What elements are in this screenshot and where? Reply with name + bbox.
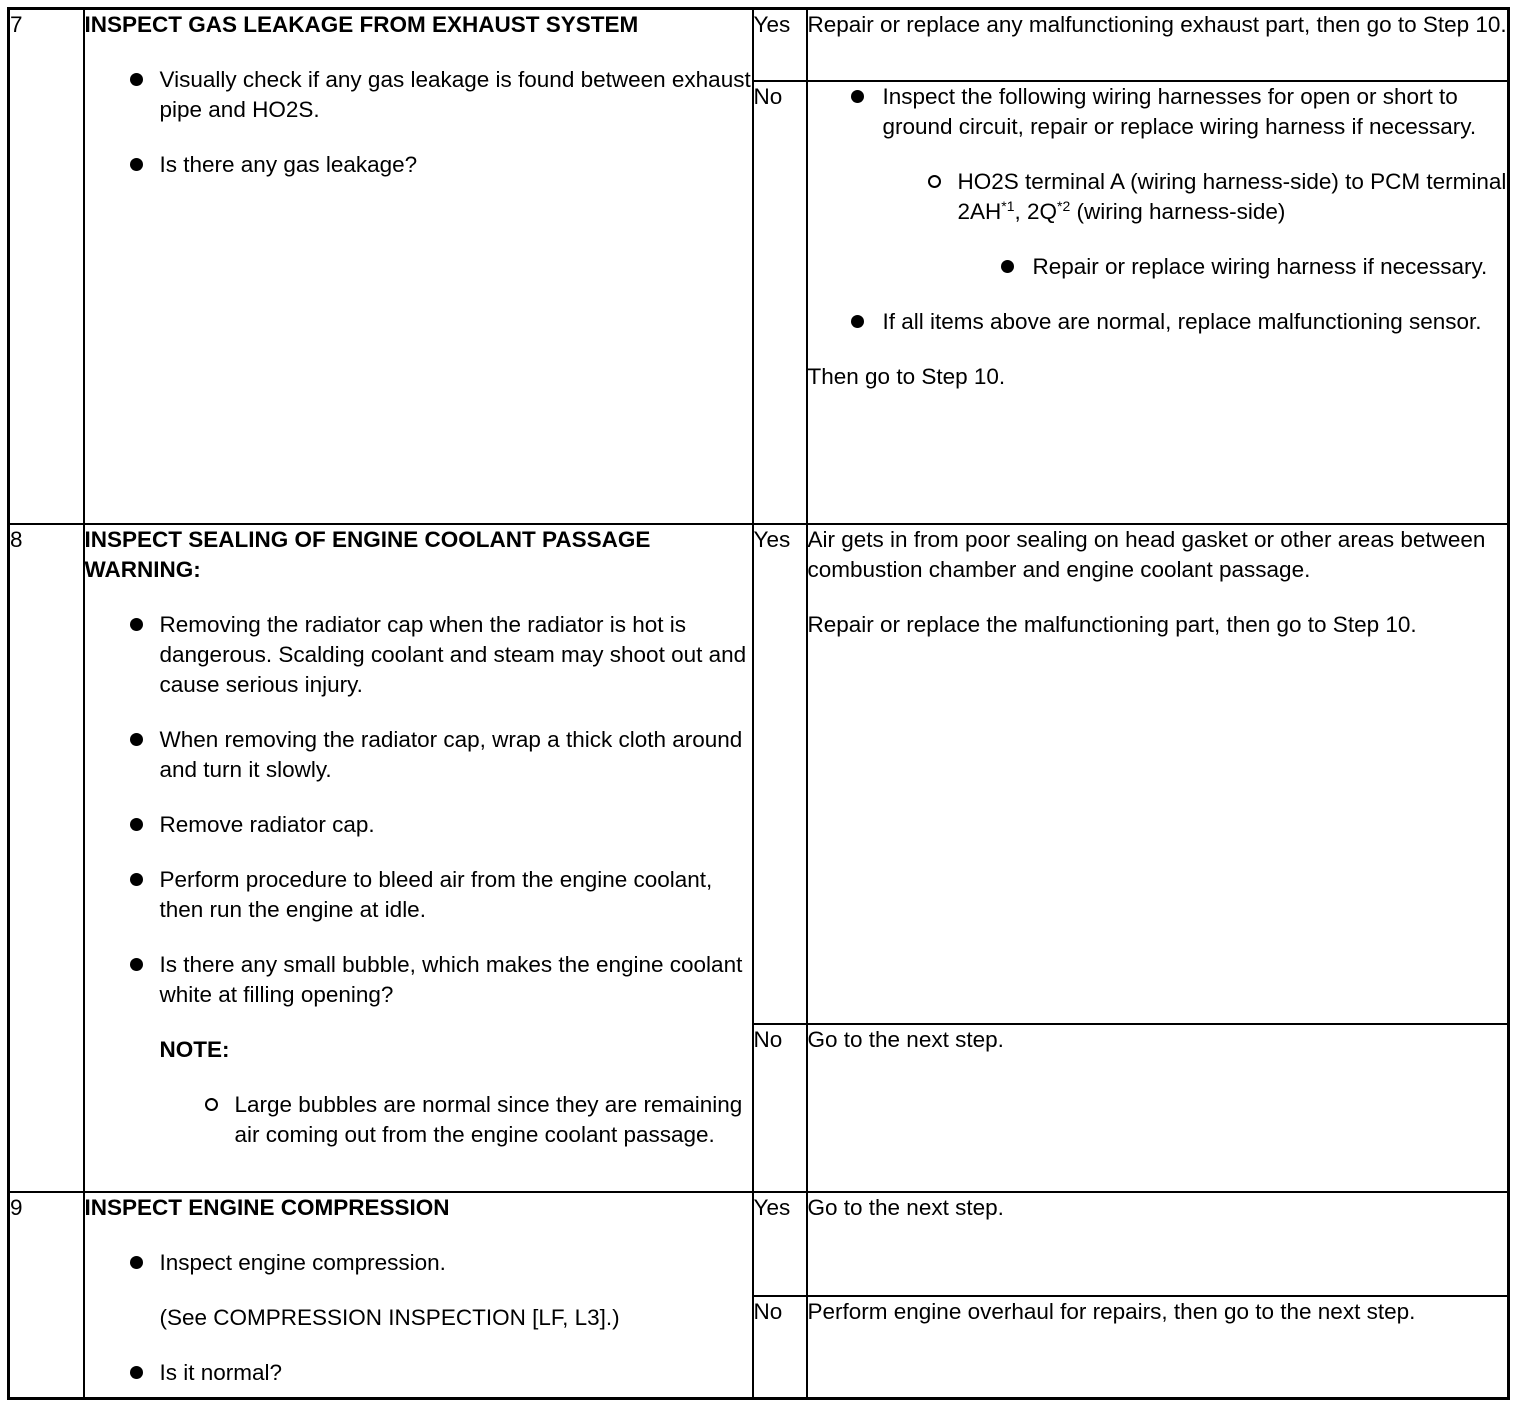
step-action bbox=[84, 9, 753, 524]
result-no: Go to the next step. bbox=[807, 1024, 1509, 1192]
step-title: INSPECT ENGINE COMPRESSION bbox=[84, 1194, 450, 1220]
list-item: Is it normal? bbox=[85, 1358, 752, 1388]
result-no bbox=[807, 81, 1509, 524]
answer-no: No bbox=[753, 1296, 807, 1399]
result-yes: Repair or replace any malfunctioning exhaust part, then go to Step 10. bbox=[807, 9, 1509, 81]
diagnostic-table bbox=[7, 7, 1510, 1400]
step-9-row bbox=[9, 1192, 1509, 1296]
result-list bbox=[808, 82, 1508, 337]
list-item: When removing the radiator cap, wrap a thick cloth around and turn it slowly. bbox=[85, 725, 752, 785]
list-item: Repair or replace wiring harness if necessary. bbox=[958, 252, 1508, 282]
step-8-row bbox=[9, 524, 1509, 1024]
list-item: If all items above are normal, replace malfunctioning sensor. bbox=[808, 307, 1508, 337]
answer-no: No bbox=[753, 81, 807, 524]
warning-label: WARNING: bbox=[84, 556, 201, 582]
action-list bbox=[85, 65, 752, 180]
list-item: Is there any small bubble, which makes the engine coolant white at filling opening? bbox=[85, 950, 752, 1010]
list-item: Large bubbles are normal since they are remaining air coming out from the engine coolant passage. bbox=[85, 1090, 752, 1150]
list-item: Inspect engine compression. bbox=[85, 1248, 752, 1278]
step-number: 9 bbox=[9, 1192, 84, 1399]
result-no: Perform engine overhaul for repairs, then go to the next step. bbox=[807, 1296, 1509, 1399]
list-item bbox=[808, 82, 1508, 282]
action-list bbox=[85, 610, 752, 1010]
answer-yes: Yes bbox=[753, 524, 807, 1024]
then-text: Then go to Step 10. bbox=[807, 363, 1006, 389]
list-item: Is there any gas leakage? bbox=[85, 150, 752, 180]
answer-no: No bbox=[753, 1024, 807, 1192]
sub-sub-list bbox=[958, 252, 1508, 282]
terminal-text: HO2S terminal A (wiring harness-side) to PCM terminal 2AH bbox=[957, 168, 1507, 224]
answer-yes: Yes bbox=[753, 1192, 807, 1296]
answer-yes: Yes bbox=[753, 9, 807, 81]
result-text: Repair or replace the malfunctioning part, then go to Step 10. bbox=[807, 611, 1417, 637]
terminal-text: , 2Q bbox=[1014, 198, 1058, 224]
step-action bbox=[84, 1192, 753, 1399]
action-list bbox=[85, 1248, 752, 1278]
note-list bbox=[85, 1090, 752, 1150]
step-action bbox=[84, 524, 753, 1192]
step-title: INSPECT SEALING OF ENGINE COOLANT PASSAGE bbox=[84, 526, 651, 552]
result-yes: Go to the next step. bbox=[807, 1192, 1509, 1296]
action-list bbox=[85, 1358, 752, 1388]
sub-list bbox=[883, 167, 1508, 282]
step-number: 7 bbox=[9, 9, 84, 524]
step-title: INSPECT GAS LEAKAGE FROM EXHAUST SYSTEM bbox=[84, 12, 639, 37]
footnote-mark: *1 bbox=[1001, 197, 1015, 214]
reference-link[interactable]: (See COMPRESSION INSPECTION [LF, L3].) bbox=[159, 1304, 620, 1330]
list-item bbox=[883, 167, 1508, 282]
result-yes bbox=[807, 524, 1509, 1024]
step-number: 8 bbox=[9, 524, 84, 1192]
list-item: Perform procedure to bleed air from the engine coolant, then run the engine at idle. bbox=[85, 865, 752, 925]
list-item-text: Inspect the following wiring harnesses for open or short to ground circuit, repair or replace wiring harness if necessary. bbox=[882, 83, 1477, 139]
list-item: Visually check if any gas leakage is found between exhaust pipe and HO2S. bbox=[85, 65, 752, 125]
list-item: Removing the radiator cap when the radiator is hot is dangerous. Scalding coolant and steam may shoot out and cause serious injury. bbox=[85, 610, 752, 700]
list-item: Remove radiator cap. bbox=[85, 810, 752, 840]
note-label: NOTE: bbox=[159, 1036, 230, 1062]
terminal-text: (wiring harness-side) bbox=[1070, 198, 1286, 224]
footnote-mark: *2 bbox=[1057, 197, 1071, 214]
step-7-row bbox=[9, 9, 1509, 81]
result-text: Air gets in from poor sealing on head gasket or other areas between combustion chamber and engine coolant passage. bbox=[807, 526, 1486, 582]
